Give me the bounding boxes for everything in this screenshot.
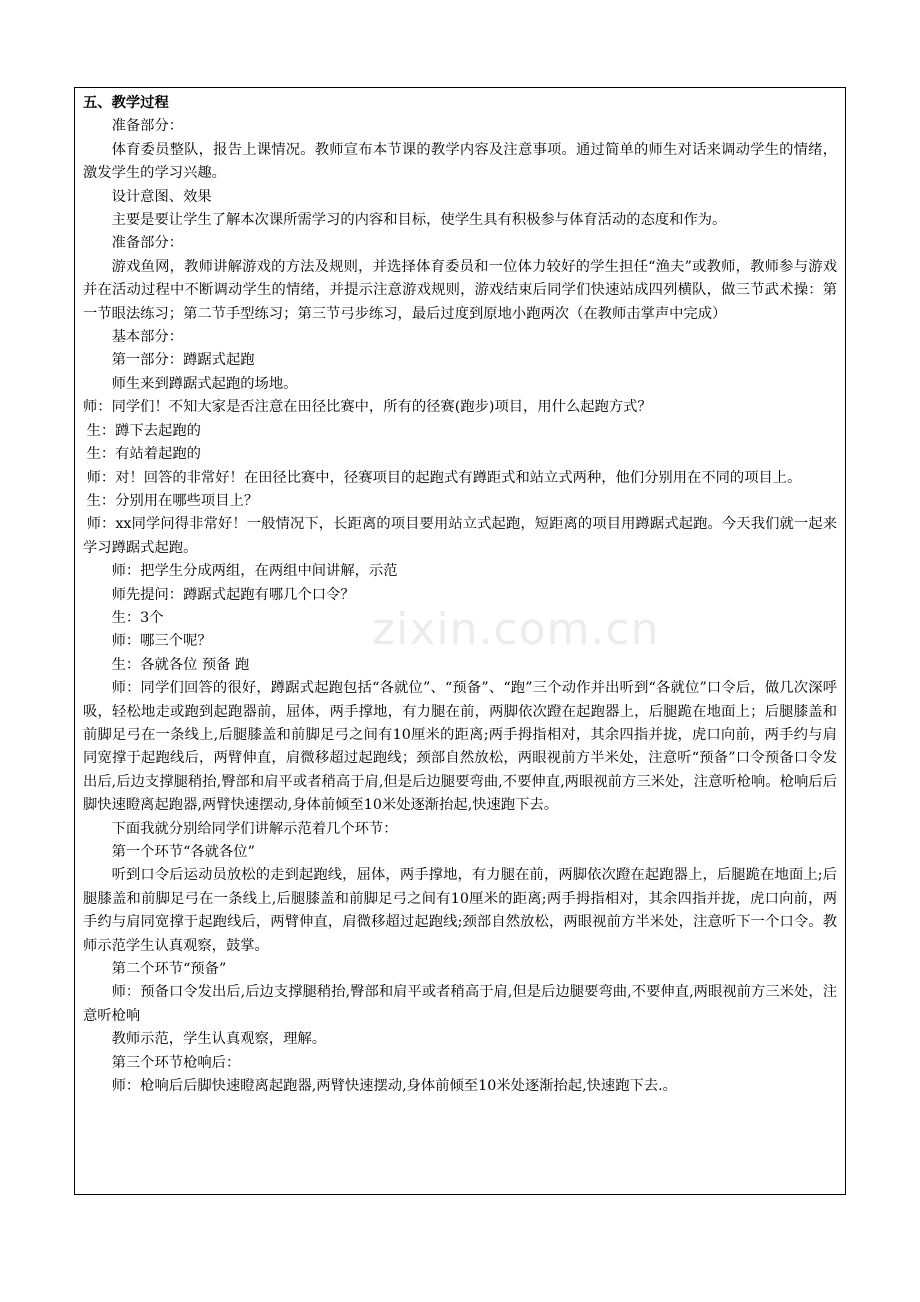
paragraph: 师生来到蹲踞式起跑的场地。 xyxy=(111,375,298,392)
paragraph: 听到口令后运动员放松的走到起跑线，屈体，两手撑地，有力腿在前，两脚依次蹬在起跑器上，后腿跪在地面上;后腿膝盖和前脚足弓在一条线上,后腿膝盖和前脚足弓之间有10厘米的距离;两手拇指相对，其余四指并拢，虎口向前，两手约与肩同宽撑于起跑线后，两臂伸直，肩微移超过起跑线;颈部自然放松，两眼视前方半米处，注意听下一个口令。教师示范学生认真观察，鼓掌。 xyxy=(83,867,837,954)
paragraph: 生：蹲下去起跑的 xyxy=(86,422,201,439)
paragraph: 第一个环节“各就各位” xyxy=(111,844,255,860)
paragraph: 设计意图、效果 xyxy=(111,188,212,205)
paragraph: 师：预备口令发出后,后边支撑腿稍抬,臀部和肩平或者稍高于肩,但是后边腿要弯曲,不要伸直,两眼视前方三米处，注意听枪响 xyxy=(83,984,837,1024)
paragraph: 体育委员整队，报告上课情况。教师宣布本节课的教学内容及注意事项。通过简单的师生对话来调动学生的情绪，激发学生的学习兴趣。 xyxy=(83,141,837,182)
paragraph: 下面我就分别给同学们讲解示范着几个环节： xyxy=(111,820,398,837)
paragraph: 师：同学们回答的很好，蹲踞式起跑包括“各就位”、“预备”、“跑”三个动作并出听到“各就位”口令后，做几次深呼吸，轻松地走或跑到起跑器前，屈体，两手撑地，有力腿在前，两脚依次蹬在起跑器上，后腿跪在地面上；后腿膝盖和前脚足弓在一条线上,后腿膝盖和前脚足弓之间有10厘米的距离;两手拇指相对，其余四指并拢，虎口向前，两手约与肩同宽撑于起跑线后，两臂伸直，肩微移超过起跑线；颈部自然放松，两眼视前方半米处，注意听“预备”口令预备口令发出后,后边支撑腿稍抬,臀部和肩平或者稍高于肩,但是后边腿要弯曲,不要伸直,两眼视前方三米处，注意听枪响。枪响后后脚快速瞪离起跑器,两臂快速摆动,身体前倾至10米处逐渐抬起,快速跑下去。 xyxy=(83,680,837,814)
paragraph: 师：把学生分成两组，在两组中间讲解，示范 xyxy=(111,563,398,580)
paragraph: 主要是要让学生了解本次课所需学习的内容和目标，使学生具有积极参与体育活动的态度和作为。 xyxy=(111,212,727,229)
paragraph: 准备部分： xyxy=(111,235,184,252)
paragraph: 师：xx同学问得非常好！一般情况下，长距离的项目要用站立式起跑，短距离的项目用蹲踞式起跑。今天我们就一起来学习蹲踞式起跑。 xyxy=(83,516,837,556)
paragraph: 师：枪响后后脚快速瞪离起跑器,两臂快速摆动,身体前倾至10米处逐渐抬起,快速跑下去.。 xyxy=(111,1078,677,1095)
paragraph: 基本部分： xyxy=(111,329,184,346)
paragraph: 生：3个 xyxy=(111,609,164,626)
paragraph: 第二个环节“预备” xyxy=(111,961,227,978)
paragraph: 教师示范，学生认真观察，理解。 xyxy=(111,1031,327,1048)
paragraph: 师先提问：蹲踞式起跑有哪几个口令？ xyxy=(111,586,355,603)
paragraph: 师：对！回答的非常好！在田径比赛中，径赛项目的起跑式有蹲距式和站立式两种，他们分别用在不同的项目上。 xyxy=(86,469,802,486)
paragraph: 师：同学们！不知大家是否注意在田径比赛中，所有的径赛(跑步)项目，用什么起跑方式？ xyxy=(83,399,652,416)
document-body xyxy=(83,115,837,1098)
paragraph: 师：哪三个呢？ xyxy=(111,633,212,650)
document-frame xyxy=(74,87,846,1195)
paragraph: 生：各就各位 预备 跑 xyxy=(111,656,250,673)
paragraph: 第一部分：蹲踞式起跑 xyxy=(111,352,255,369)
paragraph: 生：有站着起跑的 xyxy=(86,446,201,463)
watermark: zixin.com.cn xyxy=(372,604,660,655)
paragraph: 游戏鱼网，教师讲解游戏的方法及规则，并选择体育委员和一位体力较好的学生担任“渔夫”或教师，教师参与游戏并在活动过程中不断调动学生的情绪，并提示注意游戏规则，游戏结束后同学们快速站成四列横队，做三节武术操：第一节眼法练习；第二节手型练习；第三节弓步练习，最后过度到原地小跑两次（在教师击掌声中完成） xyxy=(83,258,837,322)
paragraph: 生：分别用在哪些项目上？ xyxy=(86,492,259,509)
paragraph: 第三个环节枪响后： xyxy=(111,1054,241,1071)
section-heading: 五、教学过程 xyxy=(83,95,169,111)
paragraph: 准备部分： xyxy=(111,118,184,135)
